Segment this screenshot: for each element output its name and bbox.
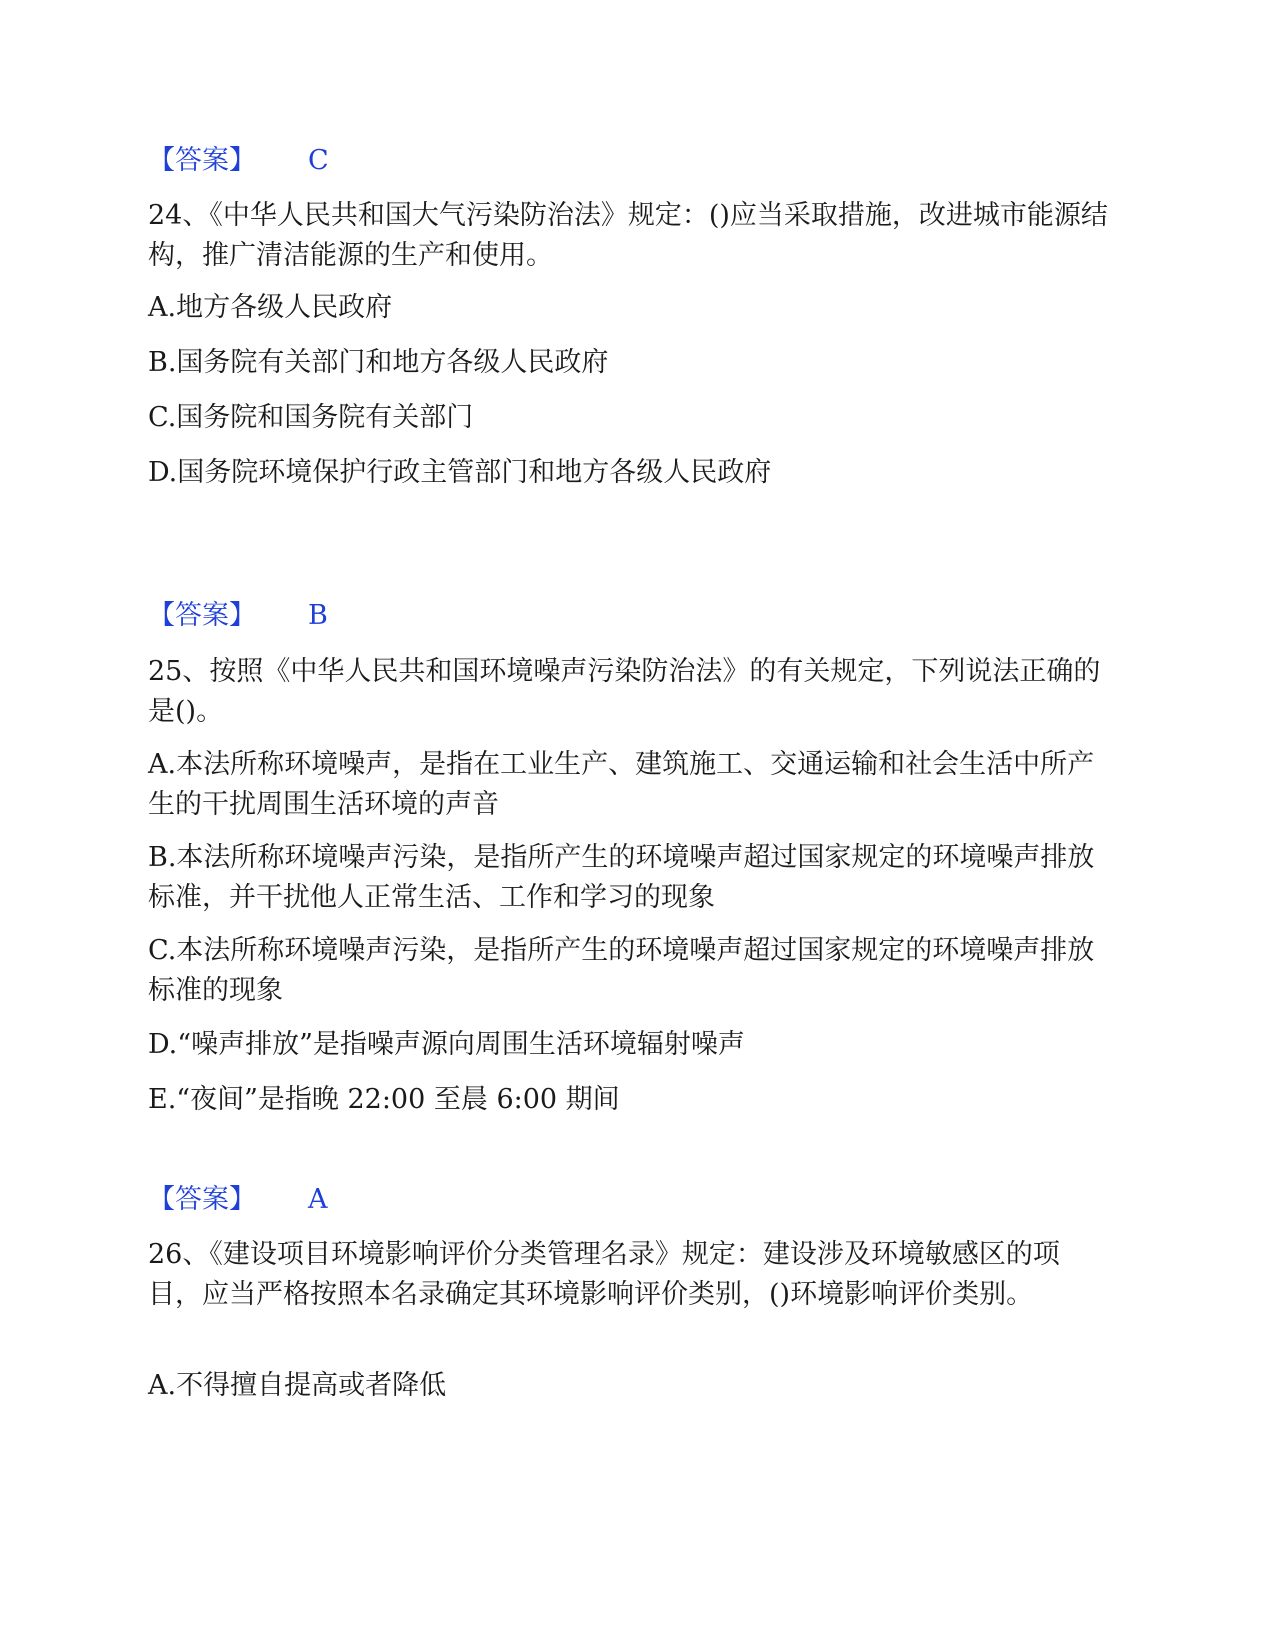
option-25-c: C.本法所称环境噪声污染，是指所产生的环境噪声超过国家规定的环境噪声排放标准的现象 — [148, 935, 1095, 1006]
answer-line — [148, 1182, 328, 1218]
option-25-b: B.本法所称环境噪声污染，是指所产生的环境噪声超过国家规定的环境噪声排放标准，并干扰他人正常生活、工作和学习的现象 — [148, 842, 1095, 913]
question-26: 26、《建设项目环境影响评价分类管理名录》规定：建设涉及环境敏感区的项目，应当严格按照本名录确定其环境影响评价类别，()环境影响评价类别。 — [148, 1239, 1060, 1310]
option-24-b: B.国务院有关部门和地方各级人民政府 — [148, 347, 609, 378]
option-24-c: C.国务院和国务院有关部门 — [148, 402, 474, 433]
answer-line — [148, 598, 328, 634]
answer-value: B — [308, 600, 328, 631]
option-25-a: A.本法所称环境噪声，是指在工业生产、建筑施工、交通运输和社会生活中所产生的干扰周围生活环境的声音 — [148, 749, 1095, 820]
answer-value: C — [308, 145, 329, 176]
answer-line — [148, 143, 329, 179]
answer-label: 【答案】 — [148, 600, 256, 631]
option-25-e: E.“夜间”是指晚 22:00 至晨 6:00 期间 — [148, 1084, 620, 1115]
question-24: 24、《中华人民共和国大气污染防治法》规定：()应当采取措施，改进城市能源结构，推广清洁能源的生产和使用。 — [148, 200, 1108, 271]
option-24-d: D.国务院环境保护行政主管部门和地方各级人民政府 — [148, 457, 772, 488]
option-25-d: D.“噪声排放”是指噪声源向周围生活环境辐射噪声 — [148, 1029, 745, 1060]
answer-label: 【答案】 — [148, 145, 256, 176]
option-26-a: A.不得擅自提高或者降低 — [148, 1370, 447, 1401]
option-24-a: A.地方各级人民政府 — [148, 292, 393, 323]
question-25: 25、按照《中华人民共和国环境噪声污染防治法》的有关规定，下列说法正确的是()。 — [148, 656, 1101, 727]
answer-value: A — [308, 1184, 328, 1215]
answer-label: 【答案】 — [148, 1184, 256, 1215]
